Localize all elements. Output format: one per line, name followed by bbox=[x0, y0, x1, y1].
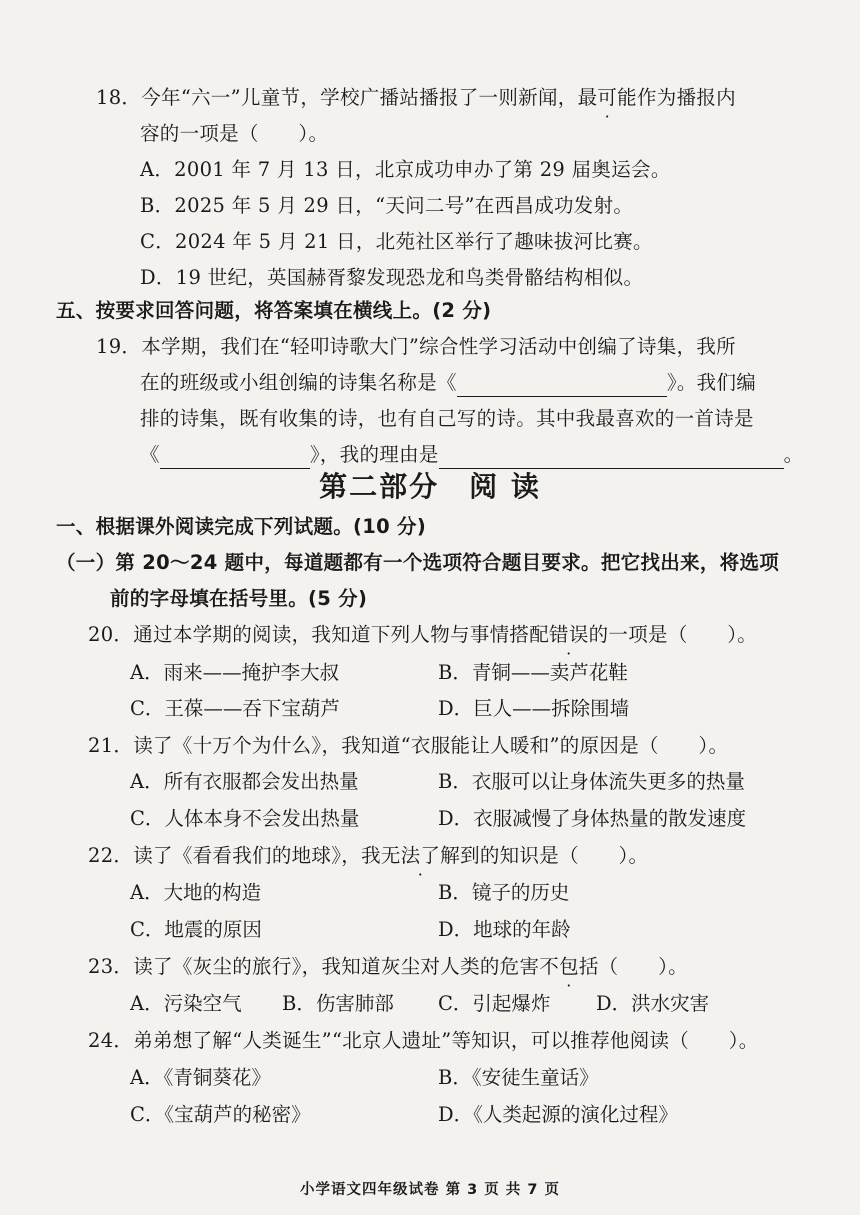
q20-option-c: C．王葆——吞下宝葫芦 bbox=[130, 697, 340, 720]
q18-stem-line2: 容的一项是（ ）。 bbox=[140, 122, 329, 145]
q20-option-a: A．雨来——掩护李大叔 bbox=[130, 661, 340, 684]
q21-option-a: A．所有衣服都会发出热量 bbox=[130, 770, 359, 793]
q24-option-a: A．《青铜葵花》 bbox=[130, 1066, 271, 1089]
q18-option-a: A．2001 年 7 月 13 日，北京成功申办了第 29 届奥运会。 bbox=[140, 158, 671, 181]
q21-option-c: C．人体本身不会发出热量 bbox=[130, 807, 360, 830]
section-1-title: 一、根据课外阅读完成下列试题。(10 分) bbox=[56, 515, 427, 538]
poetry-collection-name-blank[interactable] bbox=[457, 374, 667, 397]
q18-option-c: C．2024 年 5 月 21 日，北苑社区举行了趣味拔河比赛。 bbox=[140, 230, 653, 253]
q20-emphasis: 错误 bbox=[549, 623, 589, 646]
q23-option-b: B．伤害肺部 bbox=[282, 992, 394, 1015]
q23-option-c: C．引起爆炸 bbox=[438, 992, 551, 1015]
q21-stem: 21．读了《十万个为什么》，我知道“衣服能让人暖和”的原因是（ ）。 bbox=[88, 734, 729, 757]
q23-option-d: D．洪水灾害 bbox=[596, 992, 710, 1015]
sub-section-1-line2: 前的字母填在括号里。(5 分) bbox=[110, 587, 368, 610]
q19-line4: 《 》，我的理由是 。 bbox=[140, 441, 803, 469]
q22-emphasis: 无法了解 bbox=[380, 844, 461, 867]
q24-stem: 24．弟弟想了解“人类诞生”“北京人遗址”等知识，可以推荐他阅读（ ）。 bbox=[88, 1029, 759, 1052]
q18-stem-line1: 18．今年“六一”儿童节，学校广播站播报了一则新闻，最可能作为播报内 bbox=[96, 86, 736, 109]
q23-stem: 23．读了《灰尘的旅行》，我知道灰尘对人类的危害不包括（ ）。 bbox=[88, 955, 688, 978]
part-2-title: 第二部分 阅 读 bbox=[319, 470, 541, 503]
q22-option-a: A．大地的构造 bbox=[130, 881, 262, 904]
q21-option-b: B．衣服可以让身体流失更多的热量 bbox=[438, 770, 745, 793]
q22-option-d: D．地球的年龄 bbox=[438, 918, 571, 941]
q19-line1: 19．本学期，我们在“轻叩诗歌大门”综合性学习活动中创编了诗集，我所 bbox=[96, 335, 736, 358]
q18-option-b: B．2025 年 5 月 29 日，“天问二号”在西昌成功发射。 bbox=[140, 194, 634, 217]
q19-line3: 排的诗集，既有收集的诗，也有自己写的诗。其中我最喜欢的一首诗是 bbox=[140, 407, 754, 430]
q18-emphasis: 最可能 bbox=[577, 86, 637, 109]
q19-line2: 在的班级或小组创编的诗集名称是《 》。我们编 bbox=[140, 369, 756, 397]
q22-stem: 22．读了《看看我们的地球》，我无法了解到的知识是（ ）。 bbox=[88, 844, 649, 867]
q23-emphasis: 不包括 bbox=[539, 955, 599, 978]
sub-section-1-line1: （一）第 20～24 题中，每道题都有一个选项符合题目要求。把它找出来，将选项 bbox=[56, 551, 780, 574]
q24-option-d: D．《人类起源的演化过程》 bbox=[438, 1103, 678, 1126]
q20-option-d: D．巨人——拆除围墙 bbox=[438, 697, 630, 720]
q22-option-c: C．地震的原因 bbox=[130, 918, 262, 941]
q23-option-a: A．污染空气 bbox=[130, 992, 242, 1015]
q22-option-b: B．镜子的历史 bbox=[438, 881, 570, 904]
q21-option-d: D．衣服减慢了身体热量的散发速度 bbox=[438, 807, 747, 830]
q20-stem: 20．通过本学期的阅读，我知道下列人物与事情搭配错误的一项是（ ）。 bbox=[88, 623, 758, 646]
q18-option-d: D．19 世纪，英国赫胥黎发现恐龙和鸟类骨骼结构相似。 bbox=[140, 266, 644, 289]
q24-option-b: B．《安徒生童话》 bbox=[438, 1066, 599, 1089]
page-footer: 小学语文四年级试卷 第 3 页 共 7 页 bbox=[300, 1182, 560, 1198]
q24-option-c: C．《宝葫芦的秘密》 bbox=[130, 1103, 311, 1126]
section-5-title: 五、按要求回答问题，将答案填在横线上。(2 分) bbox=[56, 299, 492, 322]
q20-option-b: B．青铜——卖芦花鞋 bbox=[438, 661, 628, 684]
